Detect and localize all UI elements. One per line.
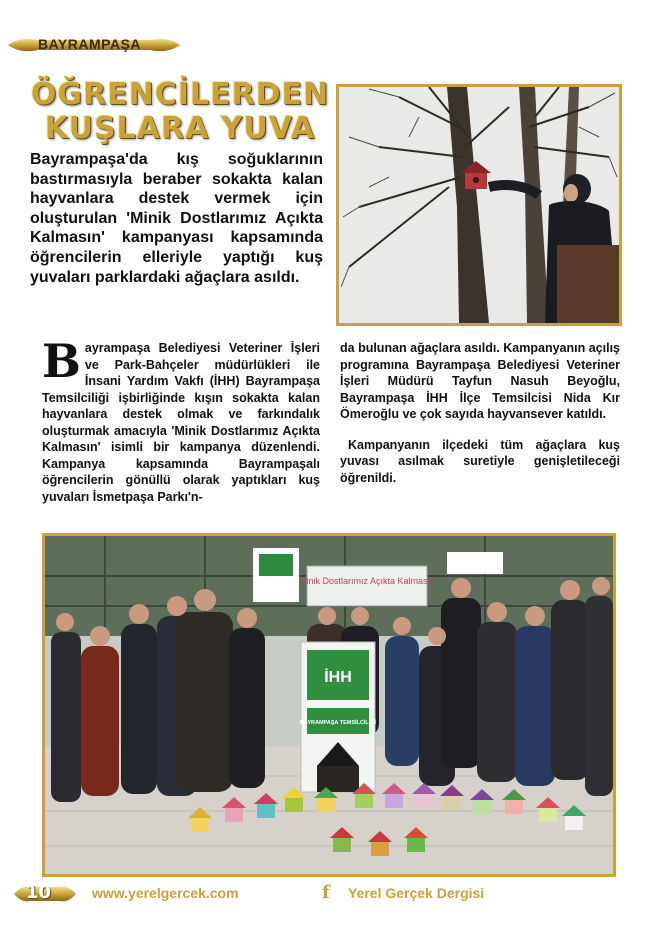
page-number: 10: [26, 882, 52, 903]
section-label: BAYRAMPAŞA: [38, 36, 142, 52]
column-2-paragraph-1: da bulunan ağaçlara asıldı. Kampanyanın açılış programına Bayrampaşa Belediyesi Veteriner İşleri Müdürü Tayfun Nasuh Beyoğlu, Bayrampaşa İHH İlçe Temsilcisi Nida Kır Ömeroğlu ve çok sayıda hayvansever katıldı.: [340, 341, 620, 421]
facebook-icon[interactable]: f: [322, 882, 330, 903]
banner-back-text: Minik Dostlarımız Açıkta Kalmasın: [298, 576, 436, 586]
ihh-banner: [300, 642, 377, 792]
column-2-paragraph-2: Kampanyanın ilçedeki tüm ağaçlara kuş yuvası asılmak suretiyle genişletileceği öğrenildi.: [340, 437, 620, 485]
article-column-1: [42, 334, 320, 505]
photo-birdhouse-tree: [336, 84, 622, 326]
drop-cap: B: [42, 334, 81, 388]
article-lead: Bayrampaşa'da kış soğuklarının bastırmasıyla beraber sokakta kalan hayvanlara destek vermek için oluşturulan 'Minik Dostlarımız Açıkta Kalmasın' kampanyası kapsamında öğrencilerin elleriyle yaptığı kuş yuvaları parklardaki ağaçlara asıldı.: [30, 151, 323, 286]
banner-ihh-text: İHH: [324, 669, 352, 686]
article-title: [30, 78, 330, 146]
photo-group-birdhouses: [42, 533, 616, 877]
column-1-text: ayrampaşa Belediyesi Veteriner İşleri ve Park-Bahçeler müdürlükleri ile İnsani Yardım Vakfı (İHH) Bayrampaşa Temsilciliği işbirliğinde kışın sokakta kalan hayvanlara destek olmak ve farkındalık oluşturmak amacıyla 'Minik Dostlarımız Açıkta Kalmasın' isimli bir kampanya düzenlendi. Kampanya kapsamında Bayrampaşalı öğrencilerin gönüllü olarak yaptıkları kuş yuvaları İsmetpaşa Parkı'n-: [42, 341, 320, 504]
banner-temsilcilik-text: BAYRAMPAŞA TEMSİLCİLİĞİ: [299, 720, 377, 726]
article-column-2: [340, 340, 620, 486]
title-line-1: ÖĞRENCİLERDEN: [30, 77, 330, 112]
title-line-2: KUŞLARA YUVA: [44, 111, 316, 146]
footer-magazine-name: Yerel Gerçek Dergisi: [348, 885, 485, 901]
footer-website-link[interactable]: www.yerelgercek.com: [92, 885, 239, 901]
